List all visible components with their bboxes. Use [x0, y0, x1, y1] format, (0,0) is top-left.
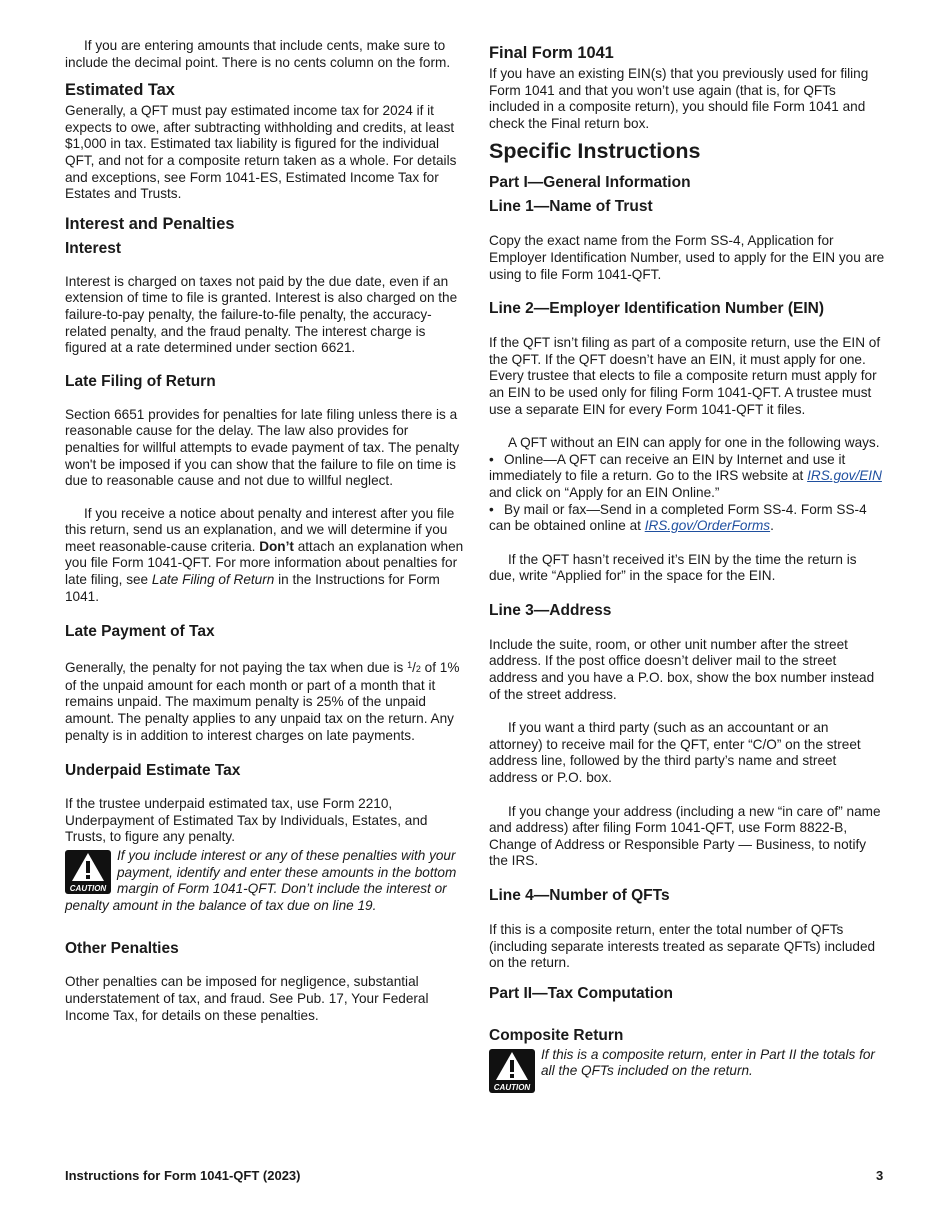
notice-paragraph: [65, 506, 465, 606]
estimated-tax-heading: Estimated Tax: [65, 81, 175, 100]
final-form-heading: Final Form 1041: [489, 44, 614, 62]
late-payment-text-2: of 1% of the unpaid amount for each month or part of a month that it remains unpaid. The maximum penalty is 25% of the unpaid amount. The penalty applies to any unpaid tax on the return. Any penalty is in addition to interest charges on late payments.: [65, 660, 460, 743]
notice-text-1: If you receive a notice about penalty and interest after you file this return, send us an explanation, and we will determine if you meet reasonable-cause criteria.: [65, 505, 455, 554]
bullet-marker: •: [489, 501, 494, 517]
caution-text-penalties: If you include interest or any of these penalties with your payment, identify and enter these amounts in the bottom margin of Form 1041-QFT. Don’t include the interest or penalty amount in the balance of tax due on line 19.: [65, 848, 457, 913]
online-bullet: [489, 452, 885, 502]
final-form-paragraph: If you have an existing EIN(s) that you previously used for filing Form 1041 and that you won’t use again (that is, for QFTs included in a composite return), you should file Form 1041 and check the Final return box.: [489, 66, 869, 131]
page-number: 3: [876, 1168, 884, 1183]
underpaid-heading: Underpaid Estimate Tax: [65, 762, 241, 780]
line4-heading: Line 4—Number of QFTs: [489, 887, 670, 904]
caution-icon: [489, 1049, 535, 1093]
fraction-numerator: 1: [407, 660, 413, 671]
third-party-paragraph: If you want a third party (such as an accountant or an attorney) to receive mail for the QFT, enter “C/O” on the street address line, followed by the third party’s name and street address or P.O. box.: [489, 720, 861, 786]
caution-note-penalties: [65, 848, 465, 914]
notice-text-3: in the Instructions for Form 1041.: [65, 572, 440, 604]
right-column: [489, 44, 885, 1093]
notice-italic: Late Filing of Return: [151, 572, 275, 588]
line2-paragraph: If the QFT isn’t filing as part of a composite return, use the EIN of the QFT. If the QFT doesn’t have an EIN, it must apply for one. Every trustee that elects to file a composite return must apply for an EIN to be used only for filing Form 1041-QFT. A trustee must use a separate EIN for every Form 1041-QFT it files.: [489, 335, 881, 417]
interest-paragraph: Interest is charged on taxes not paid by the due date, even if an extension of time to file is granted. Interest is also charged on the failure-to-pay penalty, the failure-to-file penalty, the accuracy-related penalty, and the fraud penalty. The interest charge is figured at a rate determined under section 6621.: [65, 273, 458, 356]
part2-heading: Part II—Tax Computation: [489, 984, 674, 1002]
caution-label: CAUTION: [493, 1082, 531, 1092]
ways-paragraph: A QFT without an EIN can apply for one in the following ways.: [508, 435, 880, 451]
applied-for-paragraph: If the QFT hasn’t received it’s EIN by the time the return is due, write “Applied for” in the space for the EIN.: [489, 551, 857, 584]
line2-heading: Line 2—Employer Identification Number (EIN): [489, 300, 825, 318]
part1-heading: Part I—General Information: [489, 174, 691, 192]
caution-label: CAUTION: [69, 884, 107, 893]
interest-heading: Interest: [65, 239, 121, 257]
late-payment-text-1: Generally, the penalty for not paying the tax when due is: [65, 660, 404, 676]
underpaid-paragraph: If the trustee underpaid estimated tax, use Form 2210, Underpayment of Estimated Tax by Individuals, Estates, and Trusts, to figure any penalty.: [65, 796, 428, 845]
line1-paragraph: Copy the exact name from the Form SS-4, Application for Employer Identification Number, used to apply for the EIN you are using to file Form 1041-QFT.: [489, 233, 885, 282]
line3-paragraph: Include the suite, room, or other unit number after the street address. If the post office doesn’t deliver mail to the street address and you have a P.O. box, show the box number instead of the street address.: [489, 636, 875, 702]
irs-ein-link[interactable]: IRS.gov/EIN: [807, 468, 882, 484]
late-filing-paragraph: Section 6651 provides for penalties for late filing unless there is a reasonable cause for the delay. The law also provides for penalties for willful attempts to evade payment of tax. The penalty won't be imposed if you can show that the failure to file on time is due to reasonable cause and not due to willful neglect.: [65, 406, 460, 489]
address-change-paragraph: If you change your address (including a new “in care of” name and address) after filing Form 1041-QFT, use Form 8822-B, Change of Address or Responsible Party — Business, to notify the IRS.: [489, 803, 881, 869]
caution-text-composite: If this is a composite return, enter in Part II the totals for all the QFTs included on the return.: [541, 1046, 875, 1079]
interest-penalties-heading: Interest and Penalties: [65, 214, 235, 233]
line3-heading: Line 3—Address: [489, 601, 612, 619]
other-penalties-heading: Other Penalties: [65, 940, 179, 958]
line1-heading: Line 1—Name of Trust: [489, 198, 653, 216]
notice-bold: Don’t: [259, 538, 294, 554]
fraction-denominator: 2: [415, 664, 421, 675]
footer-title: Instructions for Form 1041-QFT (2023): [65, 1168, 301, 1183]
left-column: [65, 38, 465, 1024]
mail-text-2: .: [770, 518, 774, 534]
irs-orderforms-link[interactable]: IRS.gov/OrderForms: [644, 518, 771, 534]
late-filing-heading: Late Filing of Return: [65, 372, 216, 390]
online-text-1: Online—A QFT can receive an EIN by Internet and use it immediately to file a return. Go to the IRS website at: [489, 451, 846, 484]
other-penalties-paragraph: Other penalties can be imposed for negligence, substantial understatement of tax, and fraud. See Pub. 17, Your Federal Income Tax, for details on these penalties.: [65, 974, 429, 1023]
composite-return-heading: Composite Return: [489, 1026, 624, 1044]
caution-icon: [65, 850, 111, 894]
late-payment-paragraph: Generally, the penalty for not paying the tax when due is $^1$/2 of 1% of the unpaid amount for each month or part of a month that it remains unpaid. The maximum penalty is 25% of the unpaid amount. The penalty applies to any unpaid tax on the return. Any penalty is in addition to interest charges on late payments.: [65, 660, 460, 743]
late-payment-heading: Late Payment of Tax: [65, 623, 215, 641]
estimated-tax-paragraph: Generally, a QFT must pay estimated income tax for 2024 if it expects to owe, after subtracting withholding and credits, at least $1,000 in tax. Estimated tax liability is figured for the individual QFT, and not for a composite return taken as a whole. For details and exceptions, see Form 1041-ES, Estimated Income Tax for Estates and Trusts.: [65, 103, 457, 202]
notice-text-2: attach an explanation when you file Form 1041-QFT. For more information about penalties for late filing, see: [65, 538, 464, 588]
line4-paragraph: If this is a composite return, enter the total number of QFTs (including separate interests treated as separate QFTs) included on the return.: [489, 922, 876, 971]
caution-note-composite: [489, 1046, 885, 1092]
bullet-marker: •: [489, 451, 494, 467]
mail-bullet: [489, 502, 885, 535]
cents-paragraph: If you are entering amounts that include cents, make sure to include the decimal point. There is no cents column on the form.: [65, 38, 451, 70]
mail-text-1: By mail or fax—Send in a completed Form SS-4. Form SS-4 can be obtained online at: [489, 501, 867, 534]
specific-instructions-heading: Specific Instructions: [489, 139, 701, 164]
online-text-2: and click on “Apply for an EIN Online.”: [489, 484, 720, 500]
